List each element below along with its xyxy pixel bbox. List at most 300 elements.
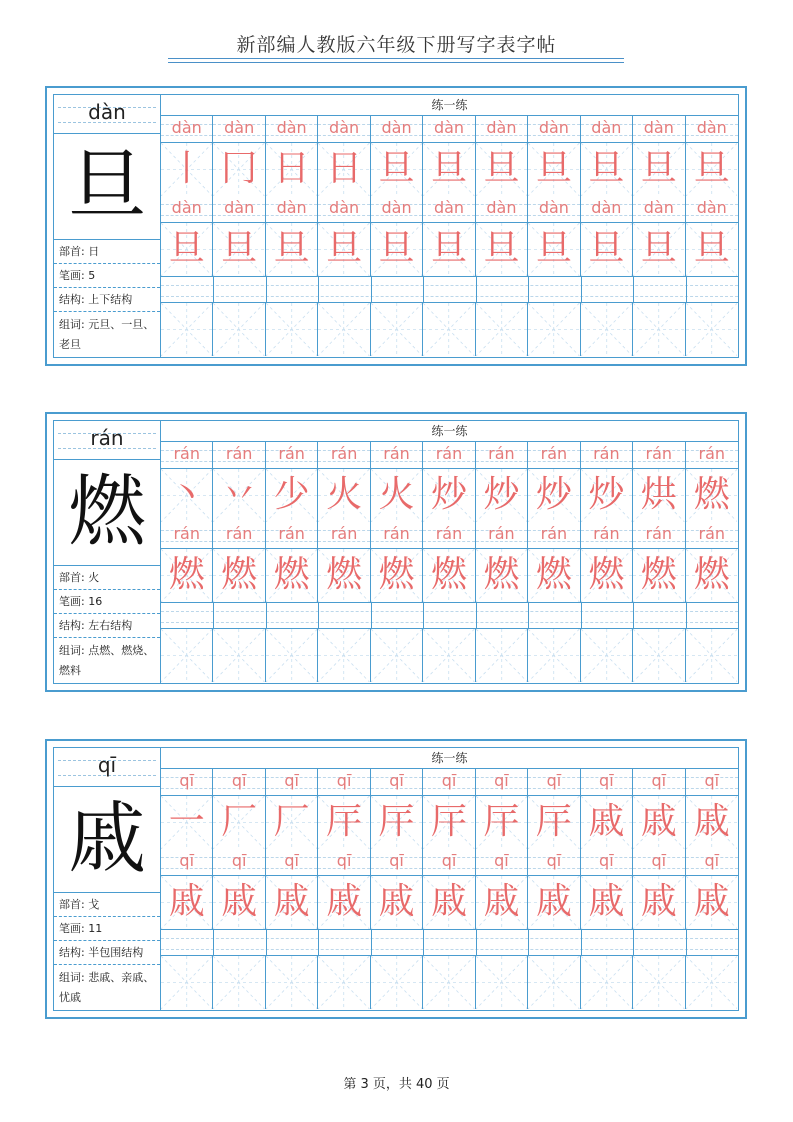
blank-practice-cell[interactable] bbox=[581, 302, 633, 356]
trace-cell[interactable] bbox=[423, 875, 475, 929]
mi-grid-guide bbox=[423, 956, 474, 1009]
blank-practice-cell[interactable] bbox=[581, 628, 633, 682]
page-title: 新部编人教版六年级下册写字表字帖 bbox=[236, 34, 557, 56]
trace-character: 日 bbox=[273, 148, 310, 189]
trace-cell[interactable] bbox=[318, 795, 370, 849]
trace-character: 丨 bbox=[168, 148, 205, 189]
trace-character: 旦 bbox=[588, 148, 625, 189]
trace-character: 火 bbox=[326, 474, 363, 515]
pinyin-cell bbox=[476, 196, 528, 222]
pinyin-cell bbox=[633, 116, 685, 142]
trace-cell[interactable] bbox=[266, 795, 318, 849]
trace-character: 旦 bbox=[640, 148, 677, 189]
trace-character: 旦 bbox=[588, 228, 625, 269]
blank-practice-cell[interactable] bbox=[161, 628, 213, 682]
trace-pinyin: rán bbox=[540, 444, 568, 463]
blank-practice-cell[interactable] bbox=[581, 955, 633, 1009]
trace-pinyin: rán bbox=[645, 444, 673, 463]
blank-practice-cell[interactable] bbox=[266, 955, 318, 1009]
trace-character-row bbox=[161, 468, 738, 522]
pinyin-cell bbox=[633, 522, 685, 548]
trace-cell[interactable] bbox=[476, 875, 528, 929]
trace-cell[interactable] bbox=[686, 142, 738, 196]
blank-practice-cell[interactable] bbox=[528, 628, 580, 682]
trace-cell[interactable] bbox=[371, 142, 423, 196]
mi-grid-guide bbox=[633, 303, 684, 356]
trace-cell[interactable] bbox=[213, 548, 265, 602]
trace-character: 燃 bbox=[693, 554, 730, 595]
trace-cell[interactable] bbox=[318, 548, 370, 602]
cell-divider bbox=[686, 930, 687, 956]
cell-divider bbox=[423, 930, 424, 956]
blank-practice-cell[interactable] bbox=[161, 302, 213, 356]
pinyin-cell bbox=[528, 849, 580, 875]
pinyin-cell bbox=[161, 196, 213, 222]
trace-pinyin: rán bbox=[435, 524, 463, 543]
trace-cell[interactable] bbox=[528, 222, 580, 276]
mi-grid-guide bbox=[318, 303, 369, 356]
trace-cell[interactable] bbox=[581, 142, 633, 196]
trace-character: 一 bbox=[168, 801, 205, 842]
stroke-count-info bbox=[54, 263, 160, 287]
pinyin-cell bbox=[318, 116, 370, 142]
mi-grid-guide bbox=[581, 629, 632, 682]
pinyin-cell bbox=[371, 769, 423, 795]
trace-cell[interactable] bbox=[581, 222, 633, 276]
word-examples-info bbox=[54, 964, 160, 1010]
trace-character: 旦 bbox=[693, 228, 730, 269]
structure-info-value: 上下结构 bbox=[88, 293, 133, 306]
trace-pinyin: rán bbox=[278, 444, 305, 463]
trace-pinyin: qī bbox=[389, 771, 404, 790]
trace-cell[interactable] bbox=[528, 795, 580, 849]
trace-pinyin: rán bbox=[173, 524, 200, 543]
trace-cell[interactable] bbox=[371, 468, 423, 522]
trace-pinyin: dàn bbox=[224, 118, 255, 137]
trace-pinyin: qī bbox=[704, 851, 720, 870]
trace-cell[interactable] bbox=[266, 548, 318, 602]
character-info-column bbox=[54, 95, 161, 357]
trace-character: 旦 bbox=[378, 228, 415, 269]
trace-cell[interactable] bbox=[423, 468, 475, 522]
trace-character-row bbox=[161, 222, 738, 276]
trace-cell[interactable] bbox=[423, 142, 475, 196]
word-examples-info bbox=[54, 311, 160, 357]
trace-character: 戚 bbox=[588, 801, 625, 842]
pinyin-cell bbox=[423, 522, 475, 548]
trace-pinyin: qī bbox=[599, 771, 614, 790]
cell-divider bbox=[686, 603, 687, 629]
word-examples-info-label: 组词: bbox=[59, 971, 89, 984]
blank-practice-cell[interactable] bbox=[476, 302, 528, 356]
trace-character: 燃 bbox=[640, 554, 677, 595]
blank-practice-row bbox=[161, 955, 738, 1009]
trace-cell[interactable] bbox=[161, 795, 213, 849]
cell-divider bbox=[476, 930, 477, 956]
pinyin-cell bbox=[161, 116, 213, 142]
trace-pinyin: rán bbox=[645, 524, 673, 543]
pinyin-cell bbox=[581, 522, 633, 548]
trace-cell[interactable] bbox=[318, 222, 370, 276]
mi-grid-guide bbox=[423, 629, 474, 682]
blank-practice-cell[interactable] bbox=[266, 302, 318, 356]
trace-cell[interactable] bbox=[213, 875, 265, 929]
trace-cell[interactable] bbox=[476, 222, 528, 276]
blank-practice-cell[interactable] bbox=[213, 302, 265, 356]
trace-pinyin: rán bbox=[173, 444, 200, 463]
trace-cell[interactable] bbox=[371, 795, 423, 849]
pinyin-guide-lines bbox=[161, 938, 738, 950]
trace-pinyin: dàn bbox=[276, 118, 307, 137]
trace-character: 旦 bbox=[535, 148, 572, 189]
trace-character: 旦 bbox=[640, 228, 677, 269]
trace-pinyin: qī bbox=[336, 771, 352, 790]
practice-area bbox=[161, 748, 738, 1010]
structure-info bbox=[54, 940, 160, 964]
trace-cell[interactable] bbox=[686, 222, 738, 276]
word-examples-info-label: 组词: bbox=[59, 318, 89, 331]
mi-grid-guide bbox=[476, 303, 527, 356]
trace-pinyin: rán bbox=[435, 444, 463, 463]
pinyin-cell bbox=[528, 196, 580, 222]
trace-pinyin: dàn bbox=[643, 198, 674, 217]
mi-grid-guide bbox=[213, 956, 264, 1009]
trace-character: 旦 bbox=[430, 148, 467, 189]
pinyin-cell bbox=[423, 116, 475, 142]
mi-grid-guide bbox=[633, 629, 684, 682]
pinyin-row bbox=[161, 116, 738, 142]
trace-cell[interactable] bbox=[161, 142, 213, 196]
radical-info-value: 日 bbox=[88, 245, 100, 258]
blank-practice-cell[interactable] bbox=[318, 628, 370, 682]
practice-area bbox=[161, 421, 738, 683]
blank-practice-cell[interactable] bbox=[686, 955, 738, 1009]
trace-pinyin: rán bbox=[698, 444, 726, 463]
cell-divider bbox=[476, 277, 477, 303]
pinyin-cell bbox=[213, 196, 265, 222]
blank-practice-cell[interactable] bbox=[213, 955, 265, 1009]
pinyin-row bbox=[161, 196, 738, 222]
mi-grid-guide bbox=[528, 629, 579, 682]
trace-cell[interactable] bbox=[476, 548, 528, 602]
trace-cell[interactable] bbox=[266, 875, 318, 929]
stroke-count-info bbox=[54, 589, 160, 613]
trace-character: 冂 bbox=[221, 148, 258, 189]
pinyin-cell bbox=[423, 849, 475, 875]
card-inner-frame bbox=[53, 420, 739, 684]
trace-cell[interactable] bbox=[633, 142, 685, 196]
trace-cell[interactable] bbox=[528, 875, 580, 929]
cell-divider bbox=[476, 603, 477, 629]
trace-cell[interactable] bbox=[528, 142, 580, 196]
mi-grid-guide bbox=[581, 956, 632, 1009]
cell-divider bbox=[633, 603, 634, 629]
stroke-count-info-label: 笔画: bbox=[59, 269, 89, 282]
trace-character: 燃 bbox=[588, 554, 625, 595]
radical-info-value: 戈 bbox=[88, 898, 100, 911]
trace-character: 旦 bbox=[326, 228, 363, 269]
trace-cell[interactable] bbox=[371, 222, 423, 276]
trace-character: 厂 bbox=[273, 801, 310, 842]
trace-pinyin: qī bbox=[704, 771, 720, 790]
structure-info-label: 结构: bbox=[59, 293, 89, 306]
trace-pinyin: dàn bbox=[381, 198, 412, 217]
trace-pinyin: qī bbox=[336, 851, 352, 870]
pinyin-cell bbox=[686, 196, 738, 222]
trace-cell[interactable] bbox=[161, 548, 213, 602]
blank-practice-cell[interactable] bbox=[633, 628, 685, 682]
mi-grid-guide bbox=[528, 956, 579, 1009]
trace-pinyin: dàn bbox=[381, 118, 412, 137]
trace-character: 旦 bbox=[378, 148, 415, 189]
mi-grid-guide bbox=[686, 629, 737, 682]
trace-pinyin: qī bbox=[179, 771, 195, 790]
trace-pinyin: rán bbox=[593, 524, 620, 543]
blank-practice-cell[interactable] bbox=[213, 628, 265, 682]
blank-practice-cell[interactable] bbox=[371, 955, 423, 1009]
trace-pinyin: dàn bbox=[329, 198, 360, 217]
trace-character: 旦 bbox=[273, 228, 310, 269]
blank-practice-cell[interactable] bbox=[423, 955, 475, 1009]
cell-divider bbox=[423, 603, 424, 629]
trace-cell[interactable] bbox=[371, 875, 423, 929]
pinyin-cell bbox=[528, 442, 580, 468]
practice-label: 练一练 bbox=[161, 748, 738, 769]
pinyin-cell bbox=[581, 116, 633, 142]
cell-divider bbox=[633, 930, 634, 956]
radical-info bbox=[54, 239, 160, 263]
trace-pinyin: rán bbox=[225, 524, 253, 543]
mi-grid-guide bbox=[266, 303, 317, 356]
blank-practice-cell[interactable] bbox=[371, 628, 423, 682]
trace-cell[interactable] bbox=[371, 548, 423, 602]
trace-cell[interactable] bbox=[318, 142, 370, 196]
trace-cell[interactable] bbox=[633, 795, 685, 849]
trace-cell[interactable] bbox=[161, 222, 213, 276]
trace-character: 炒 bbox=[535, 474, 572, 515]
trace-cell[interactable] bbox=[581, 548, 633, 602]
structure-info bbox=[54, 287, 160, 311]
trace-character: 厈 bbox=[535, 801, 572, 842]
trace-cell[interactable] bbox=[161, 875, 213, 929]
stroke-count-info-value: 11 bbox=[88, 922, 103, 935]
pinyin-cell bbox=[266, 116, 318, 142]
trace-pinyin: qī bbox=[546, 771, 562, 790]
trace-character: 戚 bbox=[326, 881, 363, 922]
trace-cell[interactable] bbox=[581, 468, 633, 522]
trace-character: 旦 bbox=[168, 228, 205, 269]
blank-practice-cell[interactable] bbox=[161, 955, 213, 1009]
mi-grid-guide bbox=[371, 303, 422, 356]
pinyin-row bbox=[161, 442, 738, 468]
trace-pinyin: qī bbox=[494, 851, 509, 870]
trace-pinyin: dàn bbox=[171, 198, 202, 217]
word-examples-info-value: 点燃、燃烧、燃料 bbox=[59, 644, 155, 677]
trace-character: 戚 bbox=[483, 881, 520, 922]
blank-practice-row bbox=[161, 628, 738, 682]
trace-pinyin: dàn bbox=[276, 198, 307, 217]
cell-divider bbox=[213, 277, 214, 303]
blank-practice-cell[interactable] bbox=[528, 302, 580, 356]
cell-divider bbox=[633, 277, 634, 303]
trace-character: 旦 bbox=[221, 228, 258, 269]
mi-grid-guide bbox=[476, 956, 527, 1009]
trace-character-row bbox=[161, 795, 738, 849]
trace-cell[interactable] bbox=[318, 468, 370, 522]
pinyin-cell bbox=[581, 769, 633, 795]
pinyin-guide-lines bbox=[161, 285, 738, 297]
cell-divider bbox=[266, 277, 267, 303]
character-card bbox=[45, 412, 747, 692]
trace-cell[interactable] bbox=[423, 795, 475, 849]
blank-practice-cell[interactable] bbox=[318, 302, 370, 356]
radical-info-label: 部首: bbox=[59, 898, 89, 911]
trace-cell[interactable] bbox=[633, 548, 685, 602]
blank-practice-cell[interactable] bbox=[318, 955, 370, 1009]
pinyin-cell bbox=[213, 849, 265, 875]
trace-pinyin: dàn bbox=[643, 118, 674, 137]
trace-character: 燃 bbox=[168, 554, 205, 595]
trace-character-row bbox=[161, 875, 738, 929]
trace-cell[interactable] bbox=[633, 468, 685, 522]
pinyin-cell bbox=[371, 849, 423, 875]
pinyin-cell bbox=[528, 769, 580, 795]
title-rule-top bbox=[168, 58, 624, 59]
trace-character: 丶 bbox=[168, 474, 205, 515]
trace-cell[interactable] bbox=[161, 468, 213, 522]
trace-cell[interactable] bbox=[633, 222, 685, 276]
trace-cell[interactable] bbox=[528, 468, 580, 522]
pinyin-cell bbox=[581, 849, 633, 875]
blank-practice-cell[interactable] bbox=[266, 628, 318, 682]
trace-cell[interactable] bbox=[581, 795, 633, 849]
character-pinyin: dàn bbox=[88, 100, 126, 124]
mi-grid-guide bbox=[161, 629, 212, 682]
trace-cell[interactable] bbox=[581, 875, 633, 929]
word-examples-info-value: 元旦、一旦、老旦 bbox=[59, 318, 155, 351]
trace-character: 戚 bbox=[640, 801, 677, 842]
trace-cell[interactable] bbox=[476, 795, 528, 849]
pinyin-cell bbox=[633, 196, 685, 222]
pinyin-cell bbox=[161, 442, 213, 468]
trace-pinyin: rán bbox=[383, 444, 410, 463]
pinyin-cell bbox=[686, 769, 738, 795]
mi-grid-guide bbox=[318, 956, 369, 1009]
structure-info-value: 半包围结构 bbox=[88, 946, 144, 959]
mi-grid-guide bbox=[686, 956, 737, 1009]
trace-cell[interactable] bbox=[686, 795, 738, 849]
blank-practice-cell[interactable] bbox=[528, 955, 580, 1009]
trace-cell[interactable] bbox=[213, 468, 265, 522]
trace-character: 火 bbox=[378, 474, 415, 515]
trace-character: 炒 bbox=[588, 474, 625, 515]
trace-cell[interactable] bbox=[213, 795, 265, 849]
cell-divider bbox=[213, 930, 214, 956]
trace-cell[interactable] bbox=[423, 222, 475, 276]
pinyin-cell bbox=[686, 849, 738, 875]
trace-cell[interactable] bbox=[476, 468, 528, 522]
trace-pinyin: qī bbox=[441, 851, 457, 870]
trace-pinyin: dàn bbox=[538, 198, 569, 217]
pinyin-cell bbox=[161, 849, 213, 875]
trace-cell[interactable] bbox=[266, 142, 318, 196]
pinyin-row bbox=[161, 522, 738, 548]
trace-cell[interactable] bbox=[423, 548, 475, 602]
trace-pinyin: dàn bbox=[224, 198, 255, 217]
pinyin-cell bbox=[371, 522, 423, 548]
trace-pinyin: rán bbox=[278, 524, 305, 543]
trace-pinyin: dàn bbox=[486, 118, 517, 137]
trace-cell[interactable] bbox=[266, 468, 318, 522]
trace-character-row bbox=[161, 142, 738, 196]
trace-character: 燃 bbox=[483, 554, 520, 595]
trace-cell[interactable] bbox=[476, 142, 528, 196]
trace-pinyin: qī bbox=[284, 771, 299, 790]
trace-character: 戚 bbox=[430, 881, 467, 922]
cell-divider bbox=[213, 603, 214, 629]
trace-character: 少 bbox=[273, 474, 310, 515]
trace-pinyin: qī bbox=[231, 851, 247, 870]
cell-divider bbox=[581, 603, 582, 629]
trace-cell[interactable] bbox=[318, 875, 370, 929]
blank-practice-cell[interactable] bbox=[686, 628, 738, 682]
pinyin-box bbox=[54, 421, 160, 460]
trace-pinyin: rán bbox=[698, 524, 726, 543]
cell-divider bbox=[266, 930, 267, 956]
trace-cell[interactable] bbox=[528, 548, 580, 602]
trace-cell[interactable] bbox=[633, 875, 685, 929]
trace-cell[interactable] bbox=[266, 222, 318, 276]
cell-divider bbox=[371, 277, 372, 303]
blank-practice-cell[interactable] bbox=[476, 955, 528, 1009]
mi-grid-guide bbox=[371, 956, 422, 1009]
pinyin-cell bbox=[213, 116, 265, 142]
radical-info-value: 火 bbox=[88, 571, 100, 584]
mi-grid-guide bbox=[371, 629, 422, 682]
pinyin-cell bbox=[266, 522, 318, 548]
cell-divider bbox=[318, 277, 319, 303]
trace-pinyin: qī bbox=[389, 851, 404, 870]
trace-cell[interactable] bbox=[213, 142, 265, 196]
blank-practice-cell[interactable] bbox=[423, 628, 475, 682]
pinyin-cell bbox=[686, 116, 738, 142]
blank-practice-cell[interactable] bbox=[423, 302, 475, 356]
trace-cell[interactable] bbox=[686, 875, 738, 929]
pinyin-cell bbox=[318, 196, 370, 222]
trace-pinyin: rán bbox=[540, 524, 568, 543]
pinyin-cell bbox=[476, 522, 528, 548]
pinyin-cell bbox=[371, 116, 423, 142]
model-character: 燃 bbox=[67, 467, 146, 557]
stroke-count-info-label: 笔画: bbox=[59, 595, 89, 608]
blank-practice-cell[interactable] bbox=[476, 628, 528, 682]
trace-pinyin: dàn bbox=[696, 118, 727, 137]
pinyin-cell bbox=[423, 196, 475, 222]
blank-practice-cell[interactable] bbox=[633, 955, 685, 1009]
radical-info-label: 部首: bbox=[59, 571, 89, 584]
trace-cell[interactable] bbox=[686, 548, 738, 602]
blank-practice-cell[interactable] bbox=[686, 302, 738, 356]
trace-cell[interactable] bbox=[686, 468, 738, 522]
trace-cell[interactable] bbox=[213, 222, 265, 276]
stroke-count-info bbox=[54, 916, 160, 940]
pinyin-cell bbox=[423, 442, 475, 468]
trace-pinyin: qī bbox=[284, 851, 299, 870]
blank-practice-cell[interactable] bbox=[371, 302, 423, 356]
trace-character: 戚 bbox=[588, 881, 625, 922]
blank-practice-cell[interactable] bbox=[633, 302, 685, 356]
mi-grid-guide bbox=[318, 629, 369, 682]
